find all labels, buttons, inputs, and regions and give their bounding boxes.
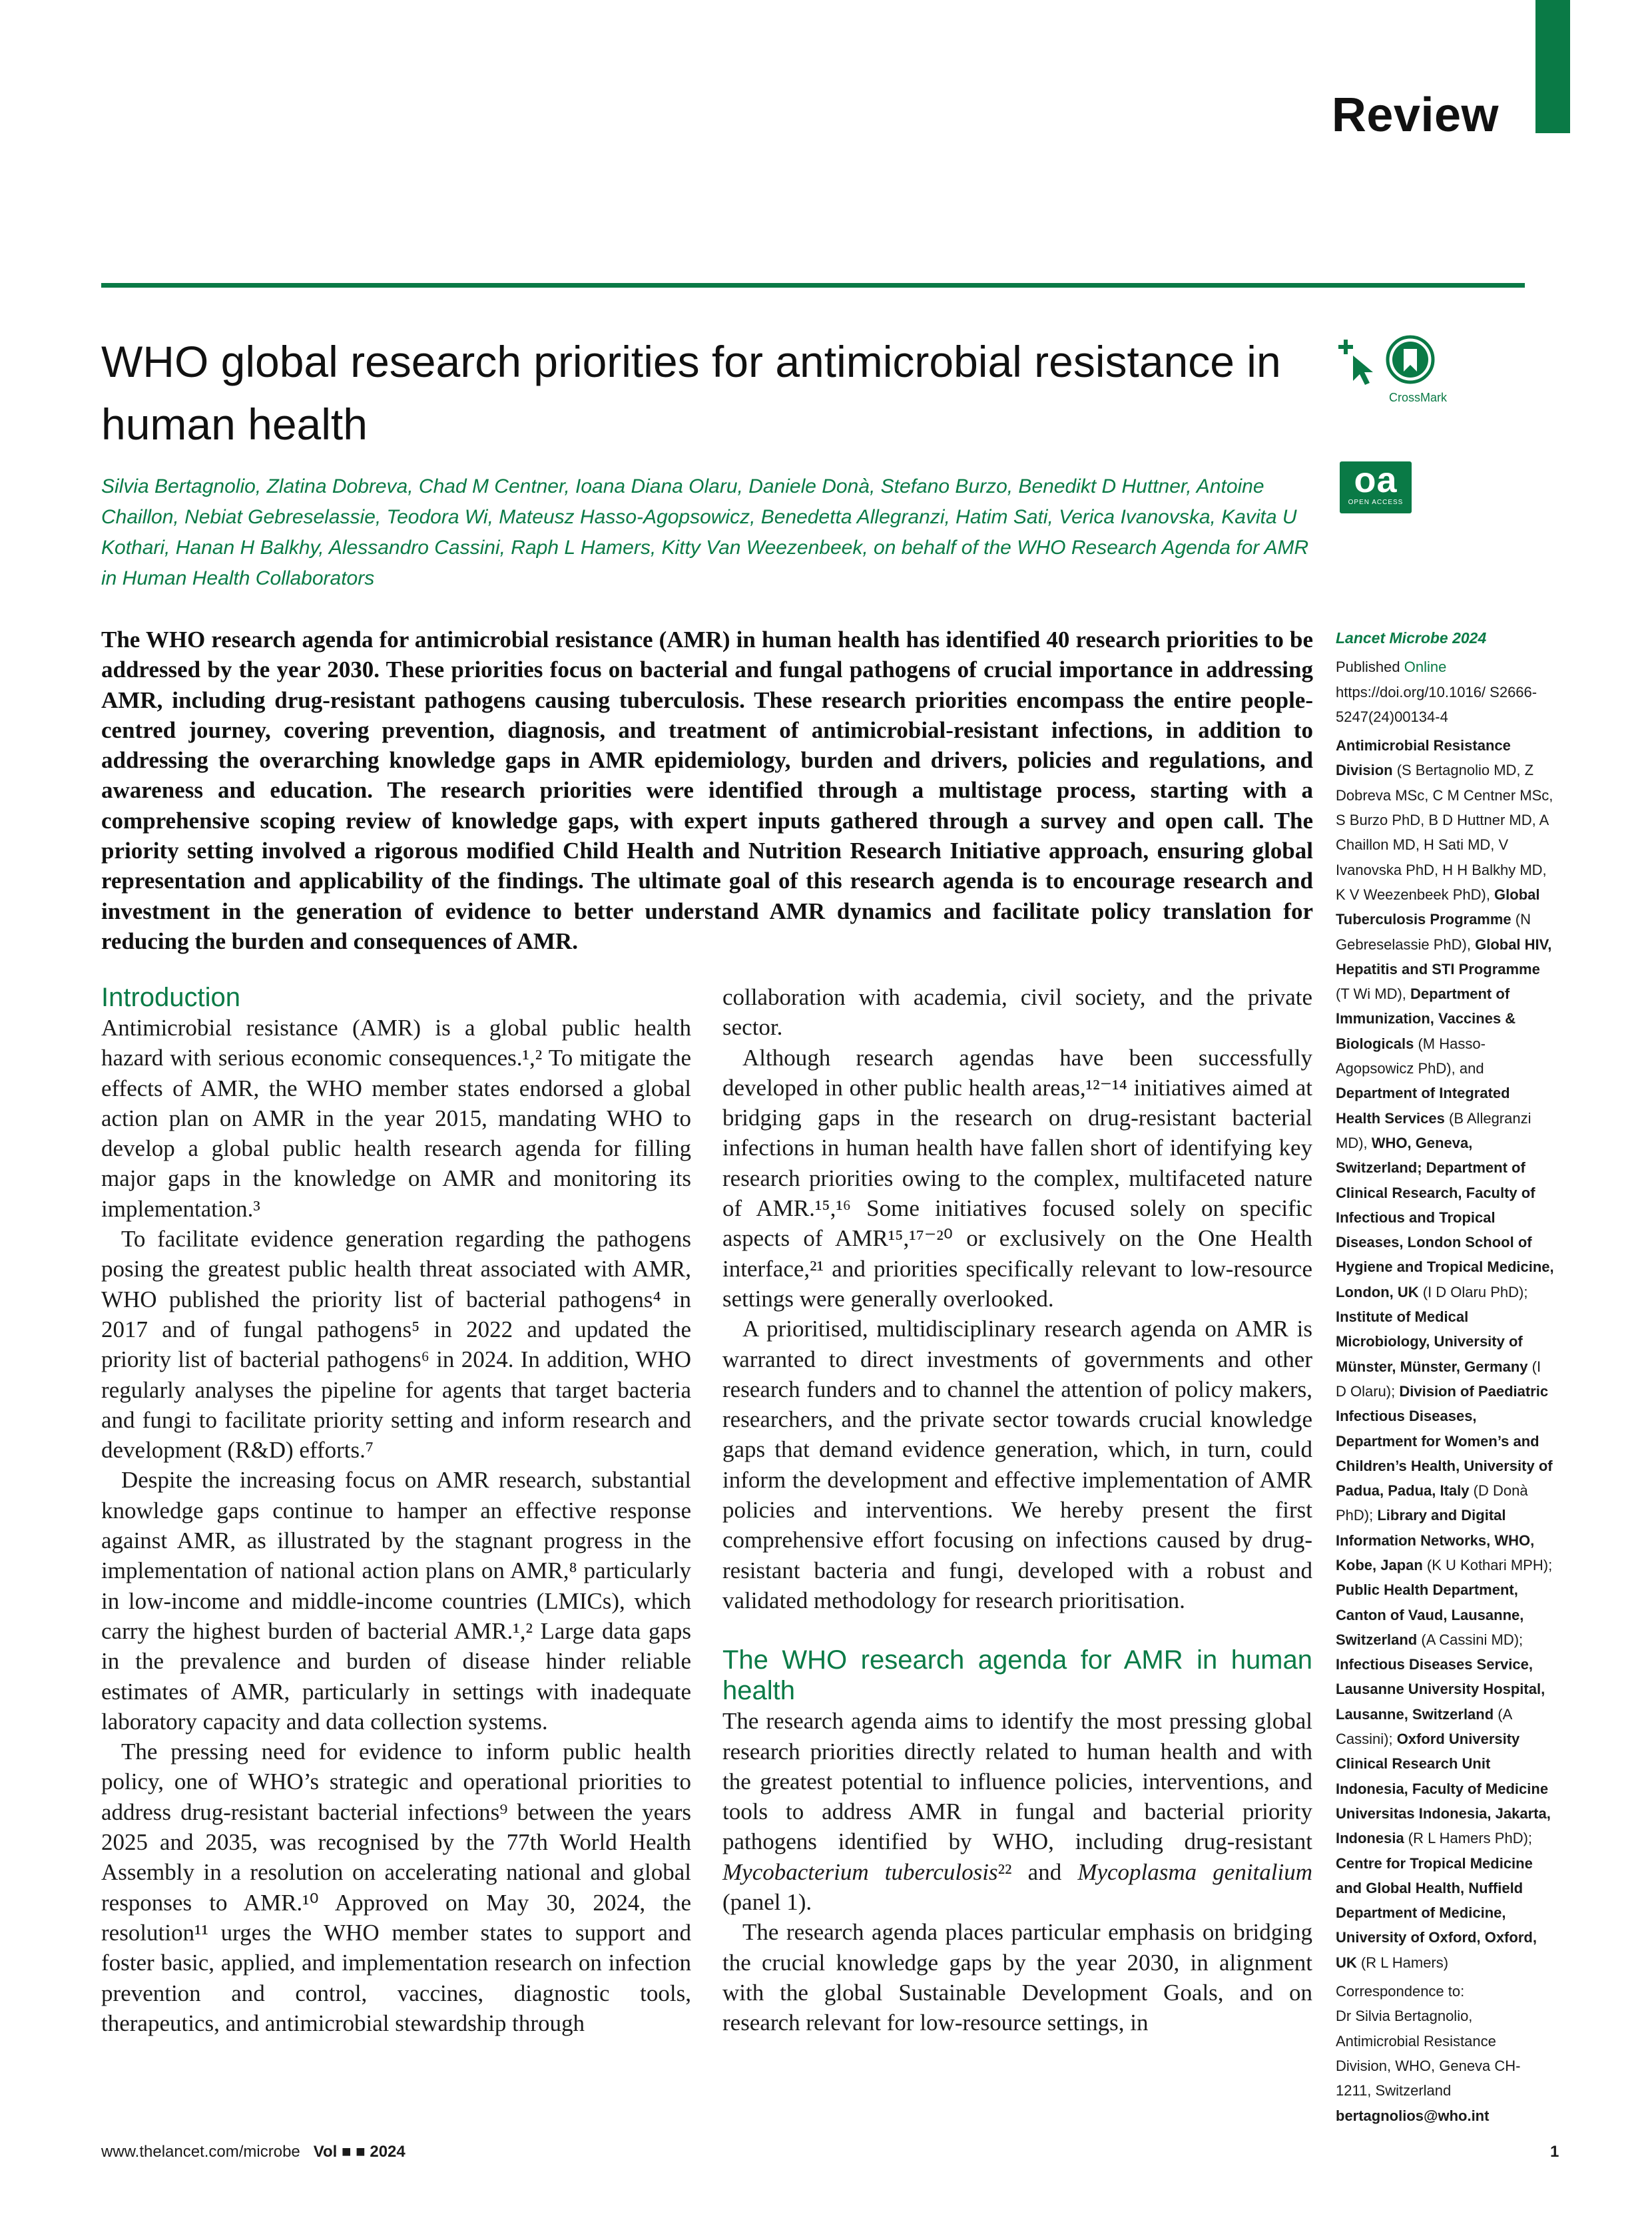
affiliation-org: Department of Integrated Health Services <box>1336 1085 1510 1127</box>
affiliation-people: (A Cassini); <box>1336 1705 1512 1748</box>
correspondence-address: Dr Silvia Bertagnolio, Antimicrobial Resistance Division, WHO, Geneva CH-1211, Switzerland <box>1336 2008 1521 2099</box>
affiliation-people: (I D Olaru PhD); <box>1418 1283 1528 1300</box>
published-label: Published <box>1336 659 1400 676</box>
affiliation-people: (A Cassini MD); <box>1417 1631 1523 1648</box>
section-heading-research-agenda: The WHO research agenda for AMR in human health <box>722 1645 1312 1706</box>
open-access-badge <box>1340 461 1412 513</box>
species-name: Mycobacterium tuberculosis <box>722 1858 998 1885</box>
affiliation-people: (T Wi MD), <box>1336 985 1411 1003</box>
species-name: Mycoplasma genitalium <box>1077 1858 1312 1885</box>
author-list: Silvia Bertagnolio, Zlatina Dobreva, Chad M Centner, Ioana Diana Olaru, Daniele Donà, Stefano Burzo, Benedikt D Huttner, Antoine Chaillon, Nebiat Gebreselassie, Teodora Wi, Mateusz Hasso-Agopsowicz, Benedetta Allegranzi, Hatim Sati, Verica Ivanovska, Kavita U Kothari, Hanan H Balkhy, Alessandro Cassini, Raph L Hamers, Kitty Van Weezenbeek, on behalf of the WHO Research Agenda for AMR in Human Health Collaborators <box>101 475 1309 589</box>
affiliation-org: Institute of Medical Microbiology, University of Münster, Münster, Germany <box>1336 1308 1528 1375</box>
body-paragraph: collaboration with academia, civil society, and the private sector. <box>722 984 1312 1041</box>
affiliation-org: Global Tuberculosis Programme <box>1336 886 1540 928</box>
section-heading-introduction: Introduction <box>101 983 241 1012</box>
affiliation-org: Public Health Department, Canton of Vaud, Lausanne, Switzerland <box>1336 1581 1524 1648</box>
volume-info: Vol ■ ■ 2024 <box>313 2143 406 2161</box>
section-label: Review <box>1331 89 1499 142</box>
body-paragraph: The pressing need for evidence to inform public health policy, one of WHO’s strategic and operational priorities to address drug-resistant bacterial infections⁹ between the years 2025 and 2035, was recognised by the 77th World Health Assembly in a resolution on accelerating national and global responses to AMR.¹⁰ Approved on May 30, 2024, the resolution¹¹ urges the WHO member states to support and foster basic, applied, and implementation research on infection prevention and control, vaccines, diagnostic tools, therapeutics, and antimicrobial stewardship through <box>101 1739 691 2036</box>
body-paragraph: A prioritised, multidisciplinary research agenda on AMR is warranted to direct investments of governments and other research funders and to channel the attention of policy makers, researchers, and the private sector towards crucial knowledge gaps that demand evidence generation, which, in turn, could inform the development and effective implementation of AMR policies and interventions. We hereby present the first comprehensive effort focusing on infections caused by drug-resistant bacteria and fungi, developed with a robust and validated methodology for research prioritisation. <box>722 1316 1312 1613</box>
affiliation-people: (N Gebreselassie PhD), <box>1336 911 1531 953</box>
email-link[interactable] <box>1336 2103 1555 2128</box>
affiliation-people: (M Hasso-Agopsowicz PhD), and <box>1336 1035 1486 1077</box>
sidebar <box>1336 626 1555 2128</box>
oa-badge-caption: OPEN ACCESS <box>1348 499 1404 506</box>
affiliation-org: Division of Paediatric Infectious Diseases, Department for Women’s and Children’s Health, University of Padua, Padua, Italy <box>1336 1382 1553 1500</box>
body-paragraph: Despite the increasing focus on AMR research, substantial knowledge gaps continue to hamper an effective response against AMR, as illustrated by the stagnant progress in the implementation of national action plans on AMR,⁸ particularly in low-income and middle-income countries (LMICs), which carry the highest burden of bacterial AMR.¹,² Large data gaps in the prevalence and burden of disease hinder reliable estimates of AMR, particularly in settings with inadequate laboratory capacity and data collection systems. <box>101 1467 691 1735</box>
journal-citation: Lancet Microbe 2024 <box>1336 629 1487 647</box>
page-number: 1 <box>1550 2143 1559 2161</box>
article-title: WHO global research priorities for antimicrobial resistance in human health <box>101 337 1281 449</box>
body-paragraph: Antimicrobial resistance (AMR) is a global public health hazard with serious economic consequences.¹,² To mitigate the effects of AMR, the WHO member states endorsed a global action plan on AMR in the year 2015, mandating WHO to develop a global public health research agenda for filling major gaps in the knowledge on AMR and monitoring its implementation.³ <box>101 1015 691 1222</box>
affiliation-people: (D Donà PhD); <box>1336 1482 1528 1524</box>
affiliation-people: (B Allegranzi MD), <box>1336 1109 1531 1151</box>
affiliation-org: Centre for Tropical Medicine and Global Health, Nuffield Department of Medicine, University of Oxford, Oxford, UK <box>1336 1854 1537 1971</box>
crossmark-icon[interactable] <box>1334 333 1461 419</box>
body-column-left <box>101 982 691 2038</box>
affiliation-people: (K U Kothari MPH); <box>1422 1556 1553 1573</box>
publication-info <box>1336 655 1555 679</box>
paragraph-text: The research agenda aims to identify the most pressing global research priorities directly related to human health and with the greatest potential to influence policies, interventions, and tools to address AMR in fungal and bacterial priority pathogens identified by WHO, including drug-resistant <box>722 1708 1312 1855</box>
header-rule <box>101 283 1525 288</box>
paragraph-text: ²² and <box>997 1858 1062 1885</box>
body-column-right <box>722 982 1312 2038</box>
affiliation-people: (S Bertagnolio MD, Z Dobreva MSc, C M Centner MSc, S Burzo PhD, B D Huttner MD, A Chaillon MD, H Sati MD, V Ivanovska PhD, H H Balkhy MD, K V Weezenbeek PhD), <box>1336 762 1553 903</box>
affiliation-org: WHO, Geneva, Switzerland; Department of Clinical Research, Faculty of Infectious and Tropical Diseases, London School of Hygiene and Tropical Medicine, London, UK <box>1336 1134 1554 1300</box>
body-paragraph: Although research agendas have been successfully developed in other public health areas,¹²⁻¹⁴ initiatives aimed at bridging gaps in the research on drug-resistant bacterial infections in human health have fallen short of identifying key research priorities owing to the complex, multifaceted nature of AMR.¹⁵,¹⁶ Some initiatives focused solely on specific aspects of AMR¹⁵,¹⁷⁻²⁰ or exclusively on the One Health interface,²¹ and priorities specifically relevant to low-resource settings were generally overlooked. <box>722 1044 1312 1312</box>
footer <box>101 2143 406 2161</box>
body-paragraph: To facilitate evidence generation regarding the pathogens posing the greatest public health threat associated with AMR, WHO published the priority list of bacterial pathogens⁴ in 2017 and of fungal pathogens⁵ in 2022 and updated the priority list of bacterial pathogens⁶ in 2024. In addition, WHO regularly analyses the pipeline for agents that target bacteria and fungi to facilitate priority setting and inform research and development (R&D) efforts.⁷ <box>101 1226 691 1464</box>
affiliation-org: Oxford University Clinical Research Unit Indonesia, Faculty of Medicine Universitas Indonesia, Jakarta, Indonesia <box>1336 1731 1551 1847</box>
affiliation-org: Library and Digital Information Networks, WHO, Kobe, Japan <box>1336 1507 1535 1573</box>
email-text: bertagnolios@who.int <box>1336 2107 1490 2124</box>
affiliation-org: Infectious Diseases Service, Lausanne University Hospital, Lausanne, Switzerland <box>1336 1656 1545 1723</box>
affiliation-people: (R L Hamers PhD); <box>1404 1830 1533 1847</box>
abstract: The WHO research agenda for antimicrobial resistance (AMR) in human health has identified 40 research priorities to be addressed by the year 2030. These priorities focus on bacterial and fungal pathogens of crucial importance in addressing AMR, including drug-resistant pathogens causing tuberculosis. These research priorities encompass the entire people-centred journey, covering prevention, diagnosis, and treatment of antimicrobial-resistant infections, in addition to addressing the overarching knowledge gaps in AMR epidemiology, burden and drivers, policies and regulations, and awareness and education. The research priorities were identified through a multistage process, starting with a comprehensive scoping review of knowledge gaps, with expert inputs gathered through a survey and open call. The priority setting involved a rigorous modified Child Health and Nutrition Research Initiative approach, ensuring global representation and applicability of the findings. The ultimate goal of this research agenda is to encourage research and investment in the generation of evidence to better understand AMR dynamics and facilitate policy translation for reducing the burden and consequences of AMR. <box>101 627 1313 954</box>
oa-badge-text: oa <box>1354 460 1398 500</box>
affiliation-people: (R L Hamers) <box>1356 1954 1449 1971</box>
affiliation-org: Antimicrobial Resistance Division <box>1336 737 1511 779</box>
crossmark-label: CrossMark <box>1389 391 1448 404</box>
online-link[interactable]: Online <box>1404 659 1447 676</box>
panel-link[interactable]: (panel 1). <box>722 1889 812 1916</box>
body-paragraph: The research agenda places particular emphasis on bridging the crucial knowledge gaps by the year 2030, in alignment with the global Sustainable Development Goals, and on research relevant for low-resource settings, in <box>722 1919 1312 2036</box>
brand-color-bar <box>1535 0 1570 133</box>
correspondence-label: Correspondence to: <box>1336 1983 1465 2000</box>
body-paragraph <box>722 1706 1312 1917</box>
journal-url[interactable]: www.thelancet.com/microbe <box>101 2143 300 2161</box>
crossmark-logo-icon <box>1388 337 1433 382</box>
affiliation-people: (I D Olaru); <box>1336 1358 1541 1400</box>
affiliation-org: Department of Immunization, Vaccines & Biologicals <box>1336 985 1516 1052</box>
cursor-plus-icon <box>1338 340 1373 385</box>
affiliation-org: Global HIV, Hepatitis and STI Programme <box>1336 936 1552 977</box>
doi-link[interactable]: https://doi.org/10.1016/ S2666-5247(24)00134-4 <box>1336 683 1537 725</box>
affiliations <box>1336 733 1555 1975</box>
